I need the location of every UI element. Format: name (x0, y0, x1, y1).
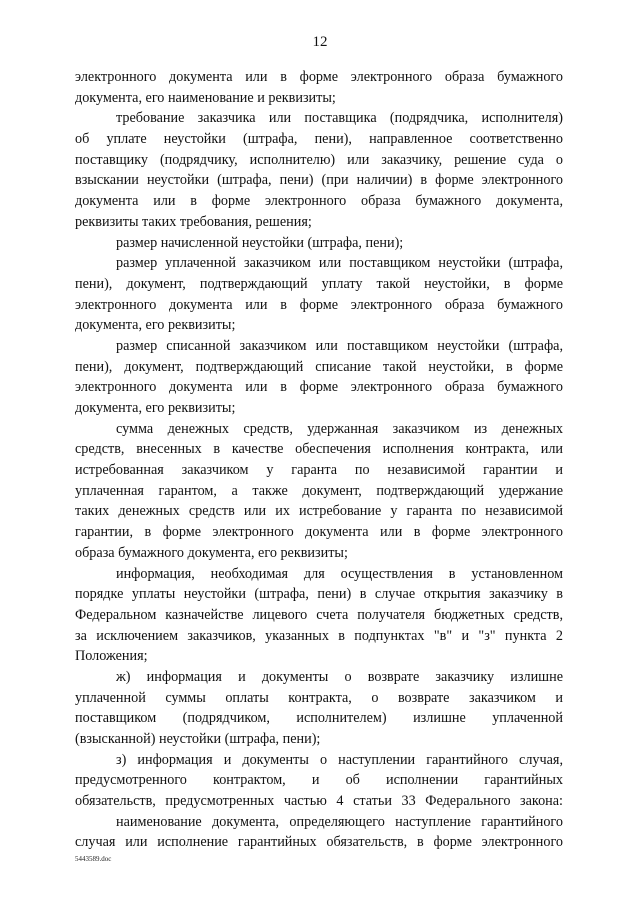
text-line: пени), документ, подтверждающий уплату такой неустойки, в форме (75, 275, 563, 292)
text-line: требование заказчика или поставщика (подрядчика, исполнителя) (116, 110, 563, 127)
text-line: документа, его наименование и реквизиты; (75, 89, 336, 106)
text-line: гарантии, в форме электронного документа или в форме электронного (75, 524, 563, 541)
text-line: сумма денежных средств, удержанная заказчиком из денежных (116, 420, 563, 437)
text-line: за исключением заказчиков, указанных в подпунктах "в" и "з" пункта 2 (75, 627, 563, 644)
text-line: информация, необходимая для осуществления в установленном (116, 565, 563, 582)
text-line: электронного документа или в форме электронного образа бумажного (75, 296, 563, 313)
text-line: порядке уплаты неустойки (штрафа, пени) в случае открытия заказчику в (75, 586, 563, 603)
text-line: ж) информация и документы о возврате заказчику излишне (116, 668, 563, 685)
text-line: предусмотренного контрактом, и об исполнении гарантийных (75, 772, 563, 789)
text-line: наименование документа, определяющего наступление гарантийного (116, 813, 563, 830)
text-line: з) информация и документы о наступлении гарантийного случая, (116, 751, 563, 768)
page-number: 12 (312, 34, 328, 50)
text-line: документа, его реквизиты; (75, 400, 236, 416)
footer-filename: 5443589.doc (75, 855, 112, 863)
text-line: реквизиты таких требования, решения; (75, 213, 312, 230)
text-line: размер списанной заказчиком или поставщиком неустойки (штрафа, (116, 337, 563, 354)
text-line: таких денежных средств или их истребование у гаранта по независимой (75, 503, 563, 520)
text-line: электронного документа или в форме электронного образа бумажного (75, 379, 563, 396)
text-line: обязательств, предусмотренных частью 4 статьи 33 Федерального закона: (75, 793, 563, 810)
text-line: размер начисленной неустойки (штрафа, пени); (116, 234, 404, 251)
text-line: уплаченная гарантом, а также документ, подтверждающий удержание (75, 482, 563, 499)
text-line: документа или в форме электронного образа бумажного документа, (75, 193, 563, 210)
text-line: поставщиком (подрядчиком, исполнителем) излишне уплаченной (75, 710, 563, 727)
text-line: поставщику (подрядчику, исполнителю) или заказчику, решение суда о (75, 151, 563, 168)
text-line: (взысканной) неустойки (штрафа, пени); (75, 731, 321, 747)
text-line: образа бумажного документа, его реквизиты; (75, 544, 348, 561)
text-line: уплаченной суммы оплаты контракта, о возврате заказчиком и (75, 689, 563, 706)
text-line: об уплате неустойки (штрафа, пени), направленное соответственно (75, 131, 563, 148)
document-body (75, 67, 563, 853)
text-line: Положения; (75, 648, 148, 665)
text-line: размер уплаченной заказчиком или поставщиком неустойки (штрафа, (116, 255, 563, 272)
text-line: взыскании неустойки (штрафа, пени) (при наличии) в форме электронного (75, 172, 563, 189)
text-line: случая или исполнение гарантийных обязательств, в форме электронного (75, 834, 563, 851)
text-line: Федеральном казначействе лицевого счета получателя бюджетных средств, (75, 606, 563, 623)
text-line: средств, внесенных в качестве обеспечения исполнения контракта, или (75, 441, 563, 458)
text-line: истребованная заказчиком у гаранта по независимой гарантии и (75, 462, 563, 479)
text-line: пени), документ, подтверждающий списание такой неустойки, в форме (75, 358, 563, 375)
text-line: электронного документа или в форме электронного образа бумажного (75, 69, 563, 85)
text-line: документа, его реквизиты; (75, 317, 236, 334)
